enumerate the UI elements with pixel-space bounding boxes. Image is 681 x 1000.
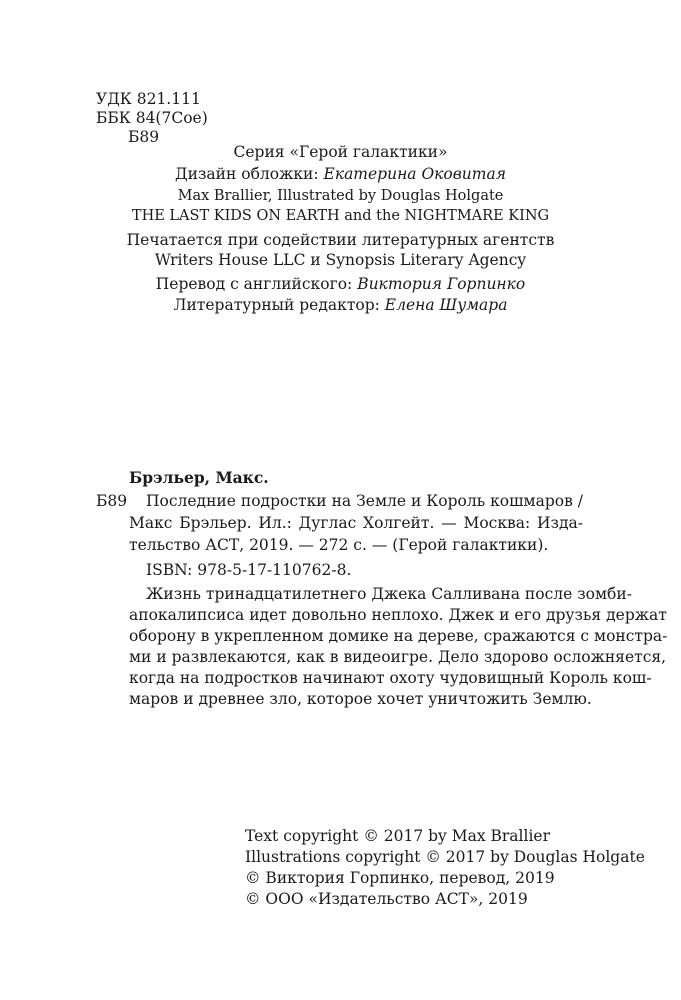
original-authors: Max Brallier, Illustrated by Douglas Holgate: [177, 188, 504, 204]
copyright-line: Text copyright © 2017 by Max Brallier: [245, 827, 551, 845]
original-title: THE LAST KIDS ON EARTH and the NIGHTMARE KING: [131, 208, 550, 224]
agency-line-2: Writers House LLC и Synopsis Literary Agency: [154, 251, 527, 269]
catalog-entry-line-1: Последние подростки на Земле и Король кошмаров /: [146, 492, 583, 510]
annotation-line: когда на подростков начинают охоту чудовищный Король кош-: [129, 669, 652, 687]
copyright-line: © Виктория Горпинко, перевод, 2019: [245, 869, 555, 887]
udk-code: УДК 821.111: [96, 90, 201, 108]
agency-line-1: Печатается при содействии литературных агентств: [126, 231, 555, 249]
cover-design-label: Дизайн обложки:: [175, 165, 324, 183]
cover-designer: Екатерина Оковитая: [323, 165, 506, 183]
isbn: ISBN: 978-5-17-110762-8.: [146, 561, 352, 579]
editor: Елена Шумара: [384, 296, 508, 314]
annotation-line: апокалипсиса идет довольно неплохо. Джек и его друзья держат: [129, 606, 667, 624]
cover-design-line: [0, 163, 681, 185]
author-mark: Б89: [128, 128, 160, 146]
translator: Виктория Горпинко: [357, 275, 526, 293]
catalog-author-heading: Брэльер, Макс.: [129, 468, 269, 487]
catalog-entry-line-2: Макс Брэльер. Ил.: Дуглас Холгейт. — Москва: Изда-: [129, 514, 583, 532]
translation-line: [0, 273, 681, 295]
catalog-entry-line-3: тельство АСТ, 2019. — 272 с. — (Герой галактики).: [129, 536, 549, 554]
series-line: Серия «Герой галактики»: [233, 143, 448, 161]
editor-line: [0, 294, 681, 316]
copyright-line: Illustrations copyright © 2017 by Douglas Holgate: [245, 848, 645, 866]
copyright-line: © ООО «Издательство АСТ», 2019: [245, 890, 528, 908]
annotation-line: Жизнь тринадцатилетнего Джека Салливана после зомби-: [146, 585, 632, 603]
editor-label: Литературный редактор:: [173, 296, 385, 314]
catalog-mark: Б89: [96, 492, 128, 510]
bbk-code: ББК 84(7Сое): [96, 109, 208, 127]
translation-label: Перевод с английского:: [155, 275, 358, 293]
annotation-line: оборону в укрепленном домике на дереве, сражаются с монстра-: [129, 627, 668, 645]
annotation-line: ми и развлекаются, как в видеоигре. Дело здорово осложняется,: [129, 648, 667, 666]
annotation-line: маров и древнее зло, которое хочет уничтожить Землю.: [129, 690, 592, 708]
